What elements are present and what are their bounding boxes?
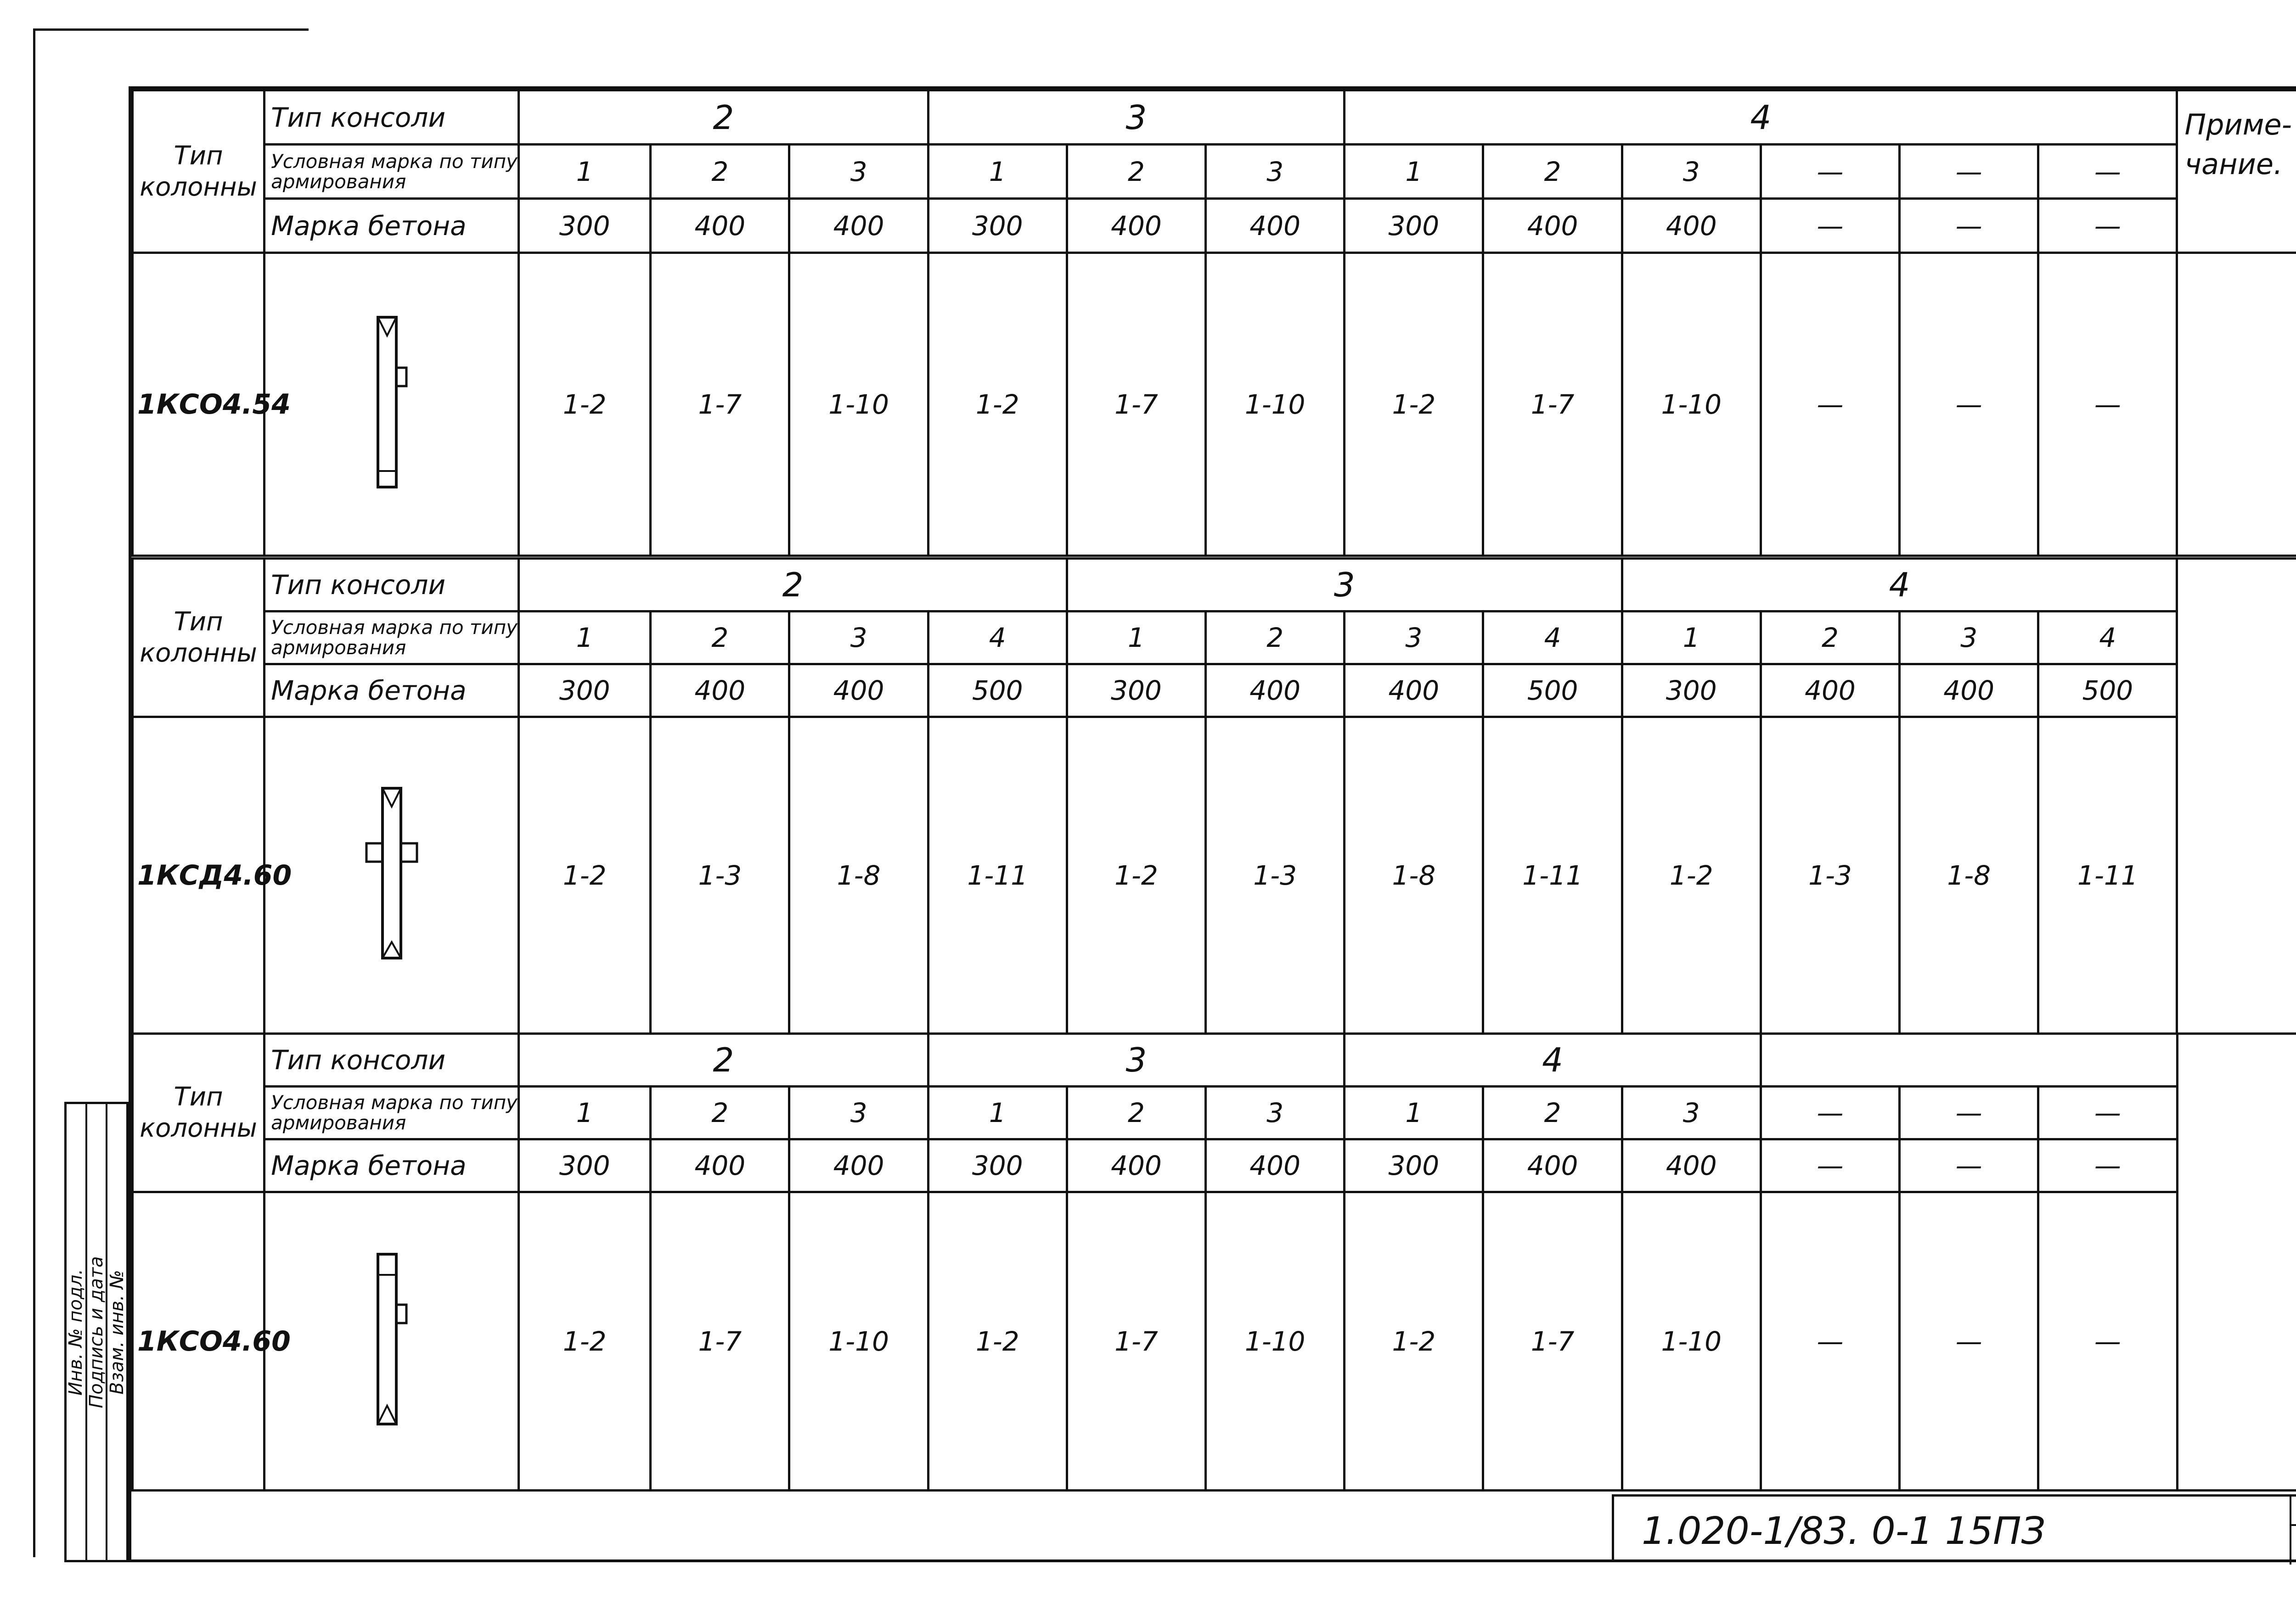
value-cell: 1-10 bbox=[1622, 253, 1761, 556]
concrete-cell: 400 bbox=[1206, 199, 1345, 253]
value-cell: 1-2 bbox=[1067, 717, 1205, 1034]
concrete-cell: 400 bbox=[651, 199, 789, 253]
note-cell bbox=[2177, 1034, 2296, 1491]
column-type-label: Тип колонны bbox=[133, 559, 264, 717]
side-stamp-cell bbox=[107, 1104, 126, 1560]
concrete-cell: 500 bbox=[928, 664, 1067, 717]
concrete-label: Марка бетона bbox=[264, 1139, 519, 1192]
value-cell: 1-7 bbox=[1483, 1192, 1622, 1491]
concrete-cell: — bbox=[1761, 1139, 1899, 1192]
note-cell bbox=[2177, 253, 2296, 556]
mark-cell: 4 bbox=[928, 611, 1067, 664]
value-cell: 1-3 bbox=[651, 717, 789, 1034]
mark-cell: — bbox=[1900, 1087, 2038, 1139]
value-cell: 1-2 bbox=[928, 253, 1067, 556]
concrete-cell: 300 bbox=[928, 199, 1067, 253]
value-cell: 1-10 bbox=[789, 1192, 928, 1491]
mark-cell: 1 bbox=[519, 145, 651, 199]
table-block-1 bbox=[131, 89, 2296, 557]
column-sketch-icon bbox=[364, 313, 419, 496]
mark-cell: 1 bbox=[519, 1087, 651, 1139]
frame-top-line bbox=[33, 28, 309, 31]
value-cell: 1-3 bbox=[1206, 717, 1345, 1034]
mark-cell: 2 bbox=[651, 1087, 789, 1139]
concrete-cell: 400 bbox=[651, 1139, 789, 1192]
concrete-cell: 300 bbox=[1067, 664, 1205, 717]
note-label: Приме-чание. bbox=[2177, 90, 2296, 253]
value-cell: 1-10 bbox=[1206, 253, 1345, 556]
value-cell: 1-8 bbox=[789, 717, 928, 1034]
mark-cell: 2 bbox=[1206, 611, 1345, 664]
concrete-cell: 500 bbox=[2038, 664, 2177, 717]
value-cell: 1-2 bbox=[928, 1192, 1067, 1491]
value-cell: 1-2 bbox=[1345, 1192, 1483, 1491]
mark-cell: 1 bbox=[1067, 611, 1205, 664]
value-cell: 1-3 bbox=[1761, 717, 1899, 1034]
value-cell: 1-11 bbox=[1483, 717, 1622, 1034]
concrete-cell: 400 bbox=[789, 664, 928, 717]
concrete-cell: 400 bbox=[651, 664, 789, 717]
concrete-cell: — bbox=[1900, 1139, 2038, 1192]
value-cell: 1-2 bbox=[519, 1192, 651, 1491]
value-cell: 1-2 bbox=[1622, 717, 1761, 1034]
column-type-label: Тип колонны bbox=[133, 90, 264, 253]
value-cell: 1-2 bbox=[519, 717, 651, 1034]
table-block-3 bbox=[131, 1032, 2296, 1492]
value-cell: 1-7 bbox=[651, 253, 789, 556]
column-name: 1КСД4.60 bbox=[133, 717, 264, 1034]
bracket-type-label: Тип консоли bbox=[264, 90, 519, 145]
bracket-group: 3 bbox=[928, 90, 1345, 145]
column-sketch-icon bbox=[355, 784, 428, 967]
mark-cell: 3 bbox=[1622, 1087, 1761, 1139]
mark-label: Условная марка по типу армирования bbox=[264, 145, 519, 199]
value-cell: 1-7 bbox=[1067, 253, 1205, 556]
side-stamp-cell bbox=[87, 1104, 108, 1560]
mark-cell: — bbox=[2038, 1087, 2177, 1139]
mark-cell: 3 bbox=[789, 611, 928, 664]
value-cell: 1-7 bbox=[1067, 1192, 1205, 1491]
mark-cell: 1 bbox=[928, 145, 1067, 199]
bracket-group: 4 bbox=[1622, 559, 2177, 611]
mark-cell: — bbox=[1761, 1087, 1899, 1139]
value-cell: — bbox=[2038, 253, 2177, 556]
concrete-cell: — bbox=[2038, 1139, 2177, 1192]
value-cell: — bbox=[1761, 253, 1899, 556]
mark-cell: 4 bbox=[1483, 611, 1622, 664]
mark-cell: 2 bbox=[651, 611, 789, 664]
note-cell bbox=[2177, 559, 2296, 1034]
value-cell: 1-2 bbox=[1345, 253, 1483, 556]
bracket-type-label: Тип консоли bbox=[264, 1034, 519, 1087]
mark-cell: 3 bbox=[1345, 611, 1483, 664]
concrete-cell: 400 bbox=[1900, 664, 2038, 717]
mark-cell: 2 bbox=[1483, 1087, 1622, 1139]
column-name: 1КСО4.54 bbox=[133, 253, 264, 556]
value-cell: 1-10 bbox=[1206, 1192, 1345, 1491]
concrete-cell: 400 bbox=[789, 1139, 928, 1192]
column-sketch bbox=[264, 717, 519, 1034]
sheet-number bbox=[2290, 1524, 2296, 1565]
column-name: 1КСО4.60 bbox=[133, 1192, 264, 1491]
concrete-cell: 300 bbox=[1622, 664, 1761, 717]
mark-cell: 3 bbox=[1206, 1087, 1345, 1139]
mark-label: Условная марка по типу армирования bbox=[264, 1087, 519, 1139]
value-cell: 1-8 bbox=[1345, 717, 1483, 1034]
concrete-cell: 300 bbox=[928, 1139, 1067, 1192]
sheet-label bbox=[2290, 1497, 2296, 1526]
bracket-type-label: Тип консоли bbox=[264, 559, 519, 611]
document-designation: 1.020-1/83. 0-1 15ПЗ bbox=[1642, 1509, 2046, 1553]
bracket-group: 4 bbox=[1345, 90, 2177, 145]
column-sketch bbox=[264, 253, 519, 556]
concrete-cell: 300 bbox=[1345, 1139, 1483, 1192]
side-stamp-strip bbox=[64, 1102, 129, 1562]
concrete-cell: 400 bbox=[1067, 199, 1205, 253]
column-sketch-icon bbox=[364, 1250, 419, 1433]
table-block-2 bbox=[131, 557, 2296, 1035]
bracket-group: 2 bbox=[519, 90, 929, 145]
value-cell: 1-10 bbox=[789, 253, 928, 556]
concrete-cell: 400 bbox=[789, 199, 928, 253]
mark-cell: — bbox=[1900, 145, 2038, 199]
value-cell: 1-8 bbox=[1900, 717, 2038, 1034]
mark-cell: 2 bbox=[1067, 1087, 1205, 1139]
concrete-label: Марка бетона bbox=[264, 664, 519, 717]
value-cell: 1-11 bbox=[928, 717, 1067, 1034]
value-cell: — bbox=[2038, 1192, 2177, 1491]
bracket-group: 3 bbox=[928, 1034, 1345, 1087]
concrete-cell: 400 bbox=[1206, 1139, 1345, 1192]
title-block bbox=[1612, 1494, 2296, 1562]
bracket-group: 2 bbox=[519, 559, 1067, 611]
mark-cell: 3 bbox=[1900, 611, 2038, 664]
mark-cell: 3 bbox=[1206, 145, 1345, 199]
mark-cell: 1 bbox=[1345, 1087, 1483, 1139]
mark-cell: — bbox=[2038, 145, 2177, 199]
value-cell: 1-7 bbox=[1483, 253, 1622, 556]
value-cell: — bbox=[1900, 253, 2038, 556]
concrete-cell: 400 bbox=[1622, 199, 1761, 253]
frame-left-line bbox=[33, 28, 35, 1557]
mark-cell: 3 bbox=[1622, 145, 1761, 199]
mark-label: Условная марка по типу армирования bbox=[264, 611, 519, 664]
value-cell: 1-7 bbox=[651, 1192, 789, 1491]
concrete-cell: 400 bbox=[1067, 1139, 1205, 1192]
concrete-cell: — bbox=[1761, 199, 1899, 253]
concrete-cell: 400 bbox=[1622, 1139, 1761, 1192]
mark-cell: 1 bbox=[519, 611, 651, 664]
mark-cell: 4 bbox=[2038, 611, 2177, 664]
mark-cell: 3 bbox=[789, 145, 928, 199]
mark-cell: — bbox=[1761, 145, 1899, 199]
bracket-group-empty bbox=[1761, 1034, 2177, 1087]
concrete-cell: 400 bbox=[1206, 664, 1345, 717]
concrete-cell: 300 bbox=[1345, 199, 1483, 253]
drawing-sheet bbox=[129, 86, 2296, 1562]
value-cell: 1-2 bbox=[519, 253, 651, 556]
concrete-cell: — bbox=[2038, 199, 2177, 253]
concrete-cell: 300 bbox=[519, 1139, 651, 1192]
concrete-cell: 400 bbox=[1483, 199, 1622, 253]
column-type-label: Тип колонны bbox=[133, 1034, 264, 1192]
concrete-label: Марка бетона bbox=[264, 199, 519, 253]
value-cell: 1-10 bbox=[1622, 1192, 1761, 1491]
mark-cell: 1 bbox=[928, 1087, 1067, 1139]
concrete-cell: 400 bbox=[1483, 1139, 1622, 1192]
concrete-cell: — bbox=[1900, 199, 2038, 253]
side-stamp-text: Подпись и дата bbox=[86, 1256, 107, 1408]
concrete-cell: 400 bbox=[1761, 664, 1899, 717]
value-cell: 1-11 bbox=[2038, 717, 2177, 1034]
value-cell: — bbox=[1761, 1192, 1899, 1491]
side-stamp-cell bbox=[67, 1104, 87, 1560]
mark-cell: 2 bbox=[1483, 145, 1622, 199]
mark-cell: 2 bbox=[1067, 145, 1205, 199]
side-stamp-text: Взам. инв. № bbox=[106, 1269, 128, 1395]
mark-cell: 1 bbox=[1622, 611, 1761, 664]
side-stamp-text: Инв. № подл. bbox=[65, 1268, 87, 1396]
concrete-cell: 300 bbox=[519, 664, 651, 717]
bracket-group: 3 bbox=[1067, 559, 1622, 611]
mark-cell: 2 bbox=[651, 145, 789, 199]
mark-cell: 2 bbox=[1761, 611, 1899, 664]
concrete-cell: 300 bbox=[519, 199, 651, 253]
mark-cell: 1 bbox=[1345, 145, 1483, 199]
value-cell: — bbox=[1900, 1192, 2038, 1491]
bracket-group: 4 bbox=[1345, 1034, 1761, 1087]
mark-cell: 3 bbox=[789, 1087, 928, 1139]
column-sketch bbox=[264, 1192, 519, 1491]
bracket-group: 2 bbox=[519, 1034, 929, 1087]
concrete-cell: 400 bbox=[1345, 664, 1483, 717]
concrete-cell: 500 bbox=[1483, 664, 1622, 717]
